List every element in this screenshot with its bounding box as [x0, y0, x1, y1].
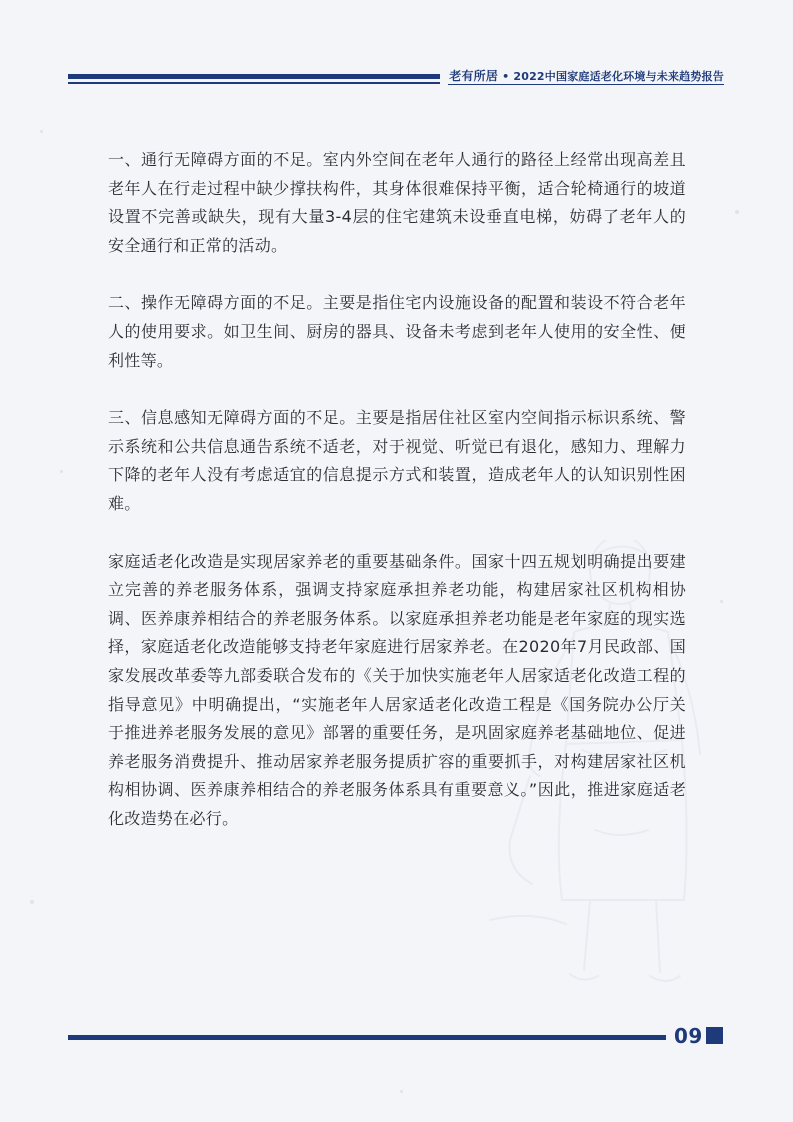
- header-bar: [68, 74, 440, 79]
- paragraph-information-accessibility: 三、信息感知无障碍方面的不足。主要是指居住社区室内空间指示标识系统、警示系统和公共信息通告系统不适老，对于视觉、听觉已有退化，感知力、理解力下降的老年人没有考虑适宜的信息提示方式和装置，造成老年人的认知识别性困难。: [108, 408, 686, 513]
- footer-bar: [68, 1035, 666, 1040]
- background-speck: [735, 210, 739, 214]
- page-header: [68, 66, 724, 86]
- background-speck: [40, 130, 43, 133]
- report-title: 2022中国家庭适老化环境与未来趋势报告: [513, 70, 724, 83]
- brand-name: 老有所居: [449, 69, 499, 83]
- background-speck: [30, 900, 34, 904]
- page-number: 09: [674, 1024, 703, 1048]
- background-speck: [60, 470, 63, 473]
- paragraph-traffic-accessibility: 一、通行无障碍方面的不足。室内外空间在老年人通行的路径上经常出现高差且老年人在行走过程中缺少撑扶构件，其身体很难保持平衡，适合轮椅通行的坡道设置不完善或缺失，现有大量3-4层的住宅建筑未设垂直电梯，妨碍了老年人的安全通行和正常的活动。: [108, 150, 686, 255]
- page-marker-square: [706, 1027, 723, 1044]
- header-separator: •: [502, 70, 510, 83]
- main-content: [108, 146, 686, 833]
- page-footer: [68, 1018, 724, 1058]
- paragraph-operation-accessibility: 二、操作无障碍方面的不足。主要是指住宅内设施设备的配置和装设不符合老年人的使用要求。如卫生间、厨房的器具、设备未考虑到老年人使用的安全性、便利性等。: [108, 293, 686, 370]
- header-title: [449, 67, 724, 84]
- header-rule: [448, 84, 724, 85]
- paragraph-home-aging-renovation: 家庭适老化改造是实现居家养老的重要基础条件。国家十四五规划明确提出要建立完善的养老服务体系，强调支持家庭承担养老功能，构建居家社区机构相协调、医养康养相结合的养老服务体系。以家庭承担养老功能是老年家庭的现实选择，家庭适老化改造能够支持老年家庭进行居家养老。在2020年7月民政部、国家发展改革委等九部委联合发布的《关于加快实施老年人居家适老化改造工程的指导意见》中明确提出，“实施老年人居家适老化改造工程是《国务院办公厅关于推进养老服务发展的意见》部署的重要任务，是巩固家庭养老基础地位、促进养老服务消费提升、推动居家养老服务提质扩容的重要抓手，对构建居家社区机构相协调、医养康养相结合的养老服务体系具有重要意义。”因此，推进家庭适老化改造势在必行。: [108, 551, 686, 828]
- background-speck: [720, 600, 723, 603]
- background-speck: [400, 1090, 403, 1093]
- header-bar-thin: [68, 82, 440, 84]
